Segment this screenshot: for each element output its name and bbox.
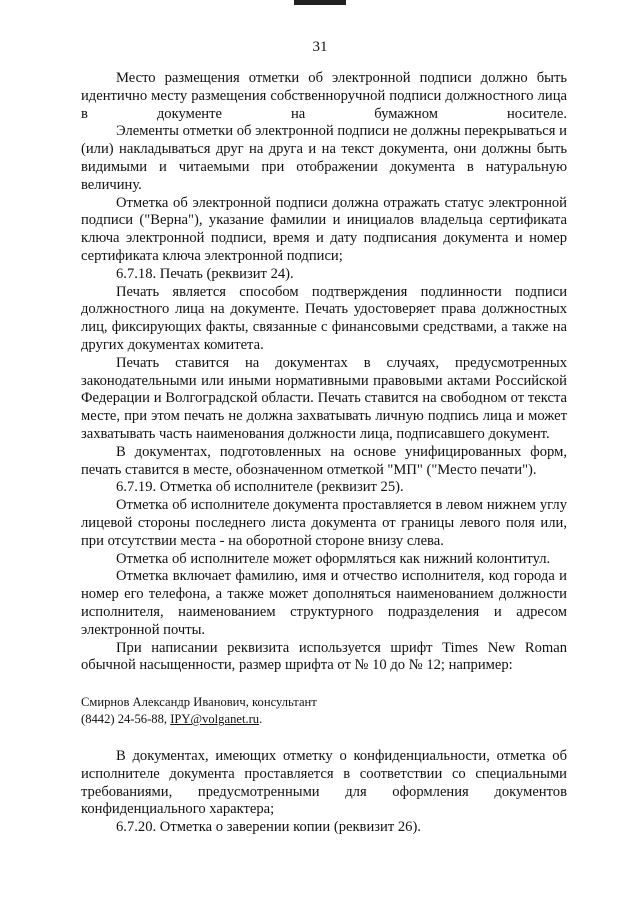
paragraph-executor-location: Отметка об исполнителе документа проставляется в левом нижнем углу лицевой стороны последнего листа документа от границы левого поля или, при отсутствии места - на оборотной стороне внизу слева. [81, 497, 567, 549]
section-heading-seal: 6.7.18. Печать (реквизит 24). [116, 265, 294, 282]
document-body [81, 70, 567, 837]
example-email-suffix: . [259, 712, 263, 727]
paragraph-executor-font: При написании реквизита используется шрифт Times New Roman обычной насыщенности, размер шрифта от № 10 до № 12; например: [81, 639, 567, 674]
paragraph-seal-placement: Печать ставится на документах в случаях, предусмотренных законодательными или иными нормативными правовыми актами Российской Федерации и Волгоградской области. Печать ставится на свободном от текста месте, при этом печать не должна захватывать личную подпись лица и может захватывать часть наименования должности лица, подписавшего документ. [81, 354, 567, 442]
paragraph-executor-contents: Отметка включает фамилию, имя и отчество исполнителя, код города и номер его телефона, а также может дополняться наименованием должности исполнителя, наименованием структурного подразделения и адресом электронной почты. [81, 568, 567, 638]
paragraph-signature-elements: Элементы отметки об электронной подписи не должны перекрываться и (или) накладываться друг на друга и на текст документа, они должны быть видимыми и читаемыми при отображении документа в натуральную величину. [81, 123, 567, 193]
paragraph-confidential: В документах, имеющих отметку о конфиденциальности, отметка об исполнителе документа проставляется в соответствии со специальными требованиями, предусмотренными для оформления документов конфиденциального характера; [81, 748, 567, 818]
paragraph-executor-footer: Отметка об исполнителе может оформляться как нижний колонтитул. [116, 550, 551, 567]
example-email-link[interactable]: IPY@volganet.ru [170, 712, 260, 727]
executor-example [81, 694, 567, 728]
paragraph-seal-unified-forms: В документах, подготовленных на основе унифицированных форм, печать ставится в месте, обозначенном отметкой "МП" ("Место печати"). [81, 443, 567, 478]
example-phone: (8442) 24-56-88, [81, 712, 171, 727]
top-edge-mark [294, 0, 346, 5]
paragraph-signature-placement: Место размещения отметки об электронной подписи должно быть идентично месту размещения собственноручной подписи должностного лица в документе на бумажном носителе. [81, 70, 567, 122]
paragraph-signature-status: Отметка об электронной подписи должна отражать статус электронной подписи ("Верна"), указание фамилии и инициалов владельца сертификата ключа электронной подписи, время и дату подписания документа и номер сертификата ключа электронной подписи; [81, 194, 567, 264]
page-number: 31 [312, 39, 328, 55]
paragraph-seal-definition: Печать является способом подтверждения подлинности подписи должностного лица на документе. Печать удостоверяет права должностных лиц, фиксирующих факты, связанные с финансовыми средствами, а также на других документах комитета. [81, 283, 567, 353]
example-name-line: Смирнов Александр Иванович, консультант [81, 695, 317, 710]
section-heading-executor: 6.7.19. Отметка об исполнителе (реквизит 25). [116, 479, 404, 496]
example-contact-line [81, 711, 567, 728]
section-heading-copy-certification: 6.7.20. Отметка о заверении копии (реквизит 26). [116, 819, 421, 836]
